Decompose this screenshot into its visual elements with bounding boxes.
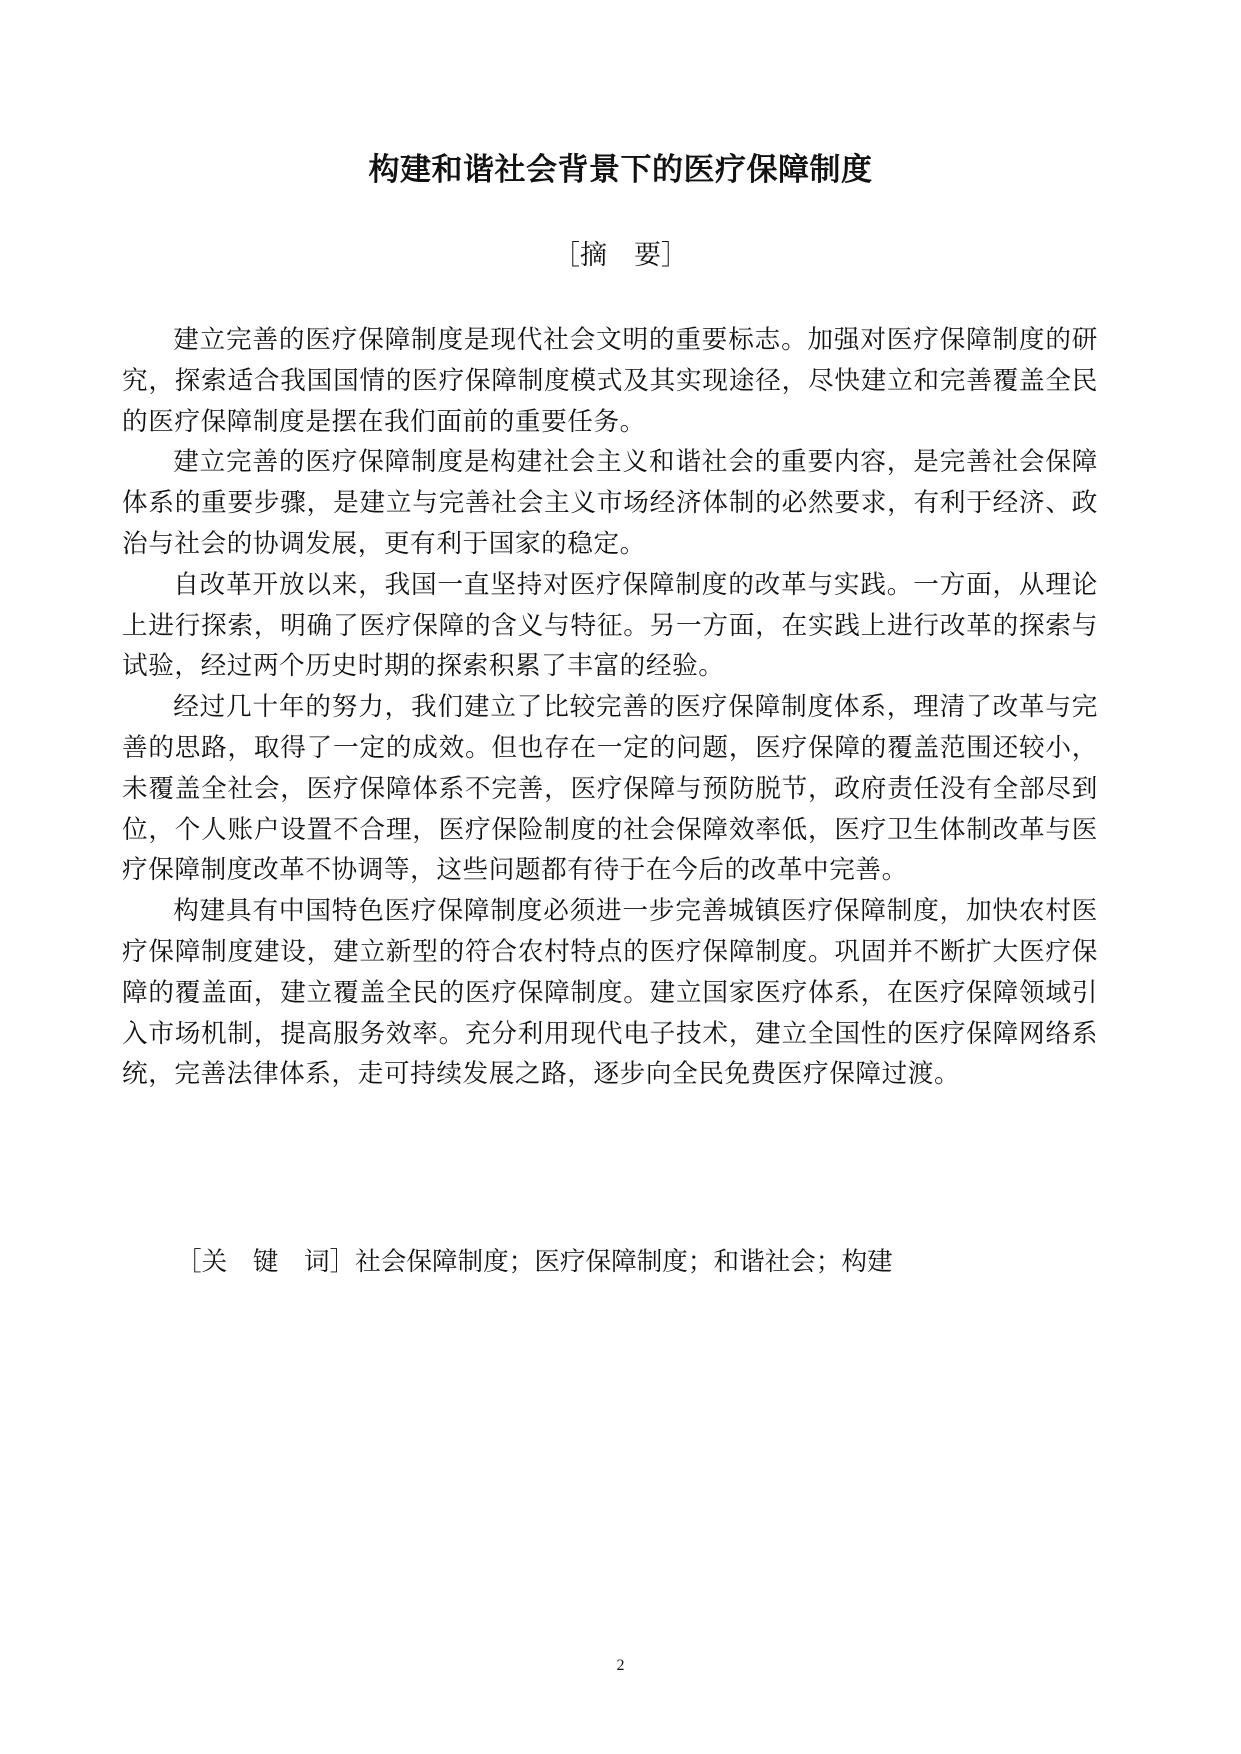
abstract-paragraph: 自改革开放以来，我国一直坚持对医疗保障制度的改革与实践。一方面，从理论上进行探索，明确了医疗保障的含义与特征。另一方面，在实践上进行改革的探索与试验，经过两个历史时期的探索积累了丰富的经验。 bbox=[122, 569, 1098, 682]
abstract-paragraph: 构建具有中国特色医疗保障制度必须进一步完善城镇医疗保障制度，加快农村医疗保障制度建设，建立新型的符合农村特点的医疗保障制度。巩固并不断扩大医疗保障的覆盖面，建立覆盖全民的医疗保障制度。建立国家医疗体系，在医疗保障领域引入市场机制，提高服务效率。充分利用现代电子技术，建立全国性的医疗保障网络系统，完善法律体系，走可持续发展之路，逐步向全民免费医疗保障过渡。 bbox=[122, 896, 1098, 1090]
keywords-line bbox=[176, 1242, 1096, 1282]
document-title: 构建和谐社会背景下的医疗保障制度 bbox=[368, 152, 873, 188]
keywords-label: ［关 键 词］ bbox=[176, 1247, 356, 1277]
page-number: 2 bbox=[616, 1657, 625, 1674]
abstract-body bbox=[122, 320, 1098, 1095]
abstract-paragraph: 经过几十年的努力，我们建立了比较完善的医疗保障制度体系，理清了改革与完善的思路，取得了一定的成效。但也存在一定的问题，医疗保障的覆盖范围还较小，未覆盖全社会，医疗保障体系不完善，医疗保障与预防脱节，政府责任没有全部尽到位，个人账户设置不合理，医疗保险制度的社会保障效率低，医疗卫生体制改革与医疗保障制度改革不协调等，这些问题都有待于在今后的改革中完善。 bbox=[122, 692, 1098, 886]
abstract-paragraph: 建立完善的医疗保障制度是现代社会文明的重要标志。加强对医疗保障制度的研究，探索适合我国国情的医疗保障制度模式及其实现途径，尽快建立和完善覆盖全民的医疗保障制度是摆在我们面前的重要任务。 bbox=[122, 325, 1098, 437]
abstract-paragraph: 建立完善的医疗保障制度是构建社会主义和谐社会的重要内容，是完善社会保障体系的重要步骤，是建立与完善社会主义市场经济体制的必然要求，有利于经济、政治与社会的协调发展，更有利于国家的稳定。 bbox=[122, 447, 1098, 559]
abstract-heading: ［摘 要］ bbox=[553, 240, 688, 271]
keywords-list: 社会保障制度；医疗保障制度；和谐社会；构建 bbox=[355, 1247, 893, 1277]
